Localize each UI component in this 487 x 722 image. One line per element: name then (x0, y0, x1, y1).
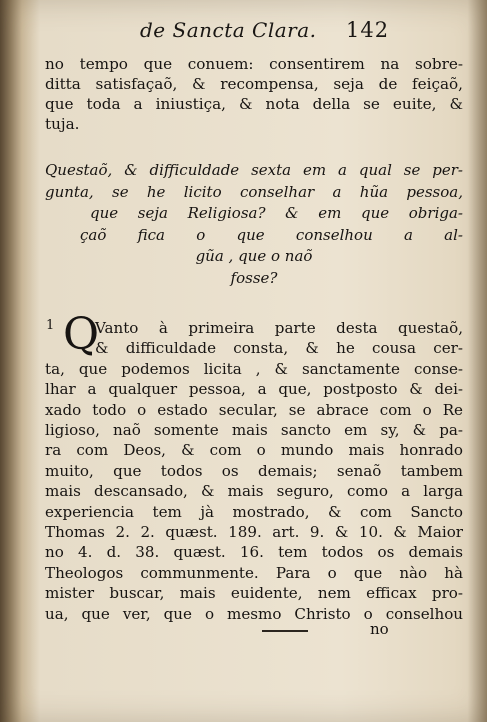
question-line: que seja Religiosa? & em que obriga- (90, 204, 463, 222)
text-line: & difficuldade consta, & he cousa cer- (95, 339, 463, 358)
catchword: no (370, 620, 389, 638)
text-line: lhar a qualquer pessoa, a que, postposto & dei- (45, 380, 463, 399)
text-line: mais descansado, & mais seguro, como a larga (45, 482, 463, 501)
running-title: de Sancta Clara. (140, 18, 317, 42)
text-line: experiencia tem jà mostrado, & com Sancto (45, 502, 463, 521)
paragraph-continuation (45, 54, 463, 134)
question-line: gũa , que o naõ (195, 247, 313, 265)
question-line: çaõ fica o que conselhou a al- (80, 225, 463, 244)
text-line: que toda a iniustiça, & nota della se euite, & (45, 95, 463, 113)
text-line: Theologos communmente. Para o que nào hà (45, 563, 463, 582)
text-line: ra com Deos, & com o mundo mais honrado (45, 441, 463, 460)
text-line: ua, que ver, que o mesmo Christo o conselhou (45, 604, 463, 623)
drop-capital: Q (63, 309, 100, 360)
section-marker: 1 (46, 318, 55, 333)
text-line: no tempo que conuem: consentirem na sobre- (45, 55, 463, 73)
text-line: tuja. (45, 115, 80, 133)
text-line: Thomas 2. 2. quæst. 189. art. 9. & 10. & Maior (45, 523, 463, 542)
text-line: ligioso, naõ somente mais sancto em sy, & pa- (45, 421, 463, 440)
text-line: muito, que todos os demais; senaõ tambem (45, 461, 463, 480)
text-line: xado todo o estado secular, se abrace com o Re (45, 400, 463, 419)
question-line: fosse? (230, 268, 278, 287)
text-line: no 4. d. 38. quæst. 16. tem todos os demais (45, 543, 463, 562)
text-line: ditta satisfaçaõ, & recompensa, seja de feiçaõ, (45, 75, 463, 93)
page-number: 142 (346, 18, 390, 42)
question-heading (45, 160, 463, 289)
ornament-rule (262, 630, 308, 632)
page-header (0, 18, 487, 48)
text-line: mister buscar, mais euidente, nem efficax pro- (45, 584, 463, 603)
answer-body (45, 318, 463, 624)
question-line: Questaõ, & difficuldade sexta em a qual se per- (45, 161, 463, 179)
question-line: gunta, se he licito conselhar a hũa pessoa, (45, 182, 463, 201)
text-line: ta, que podemos licita , & sanctamente conse- (45, 359, 463, 378)
text-line: Vanto à primeira parte desta questaõ, (95, 319, 463, 337)
